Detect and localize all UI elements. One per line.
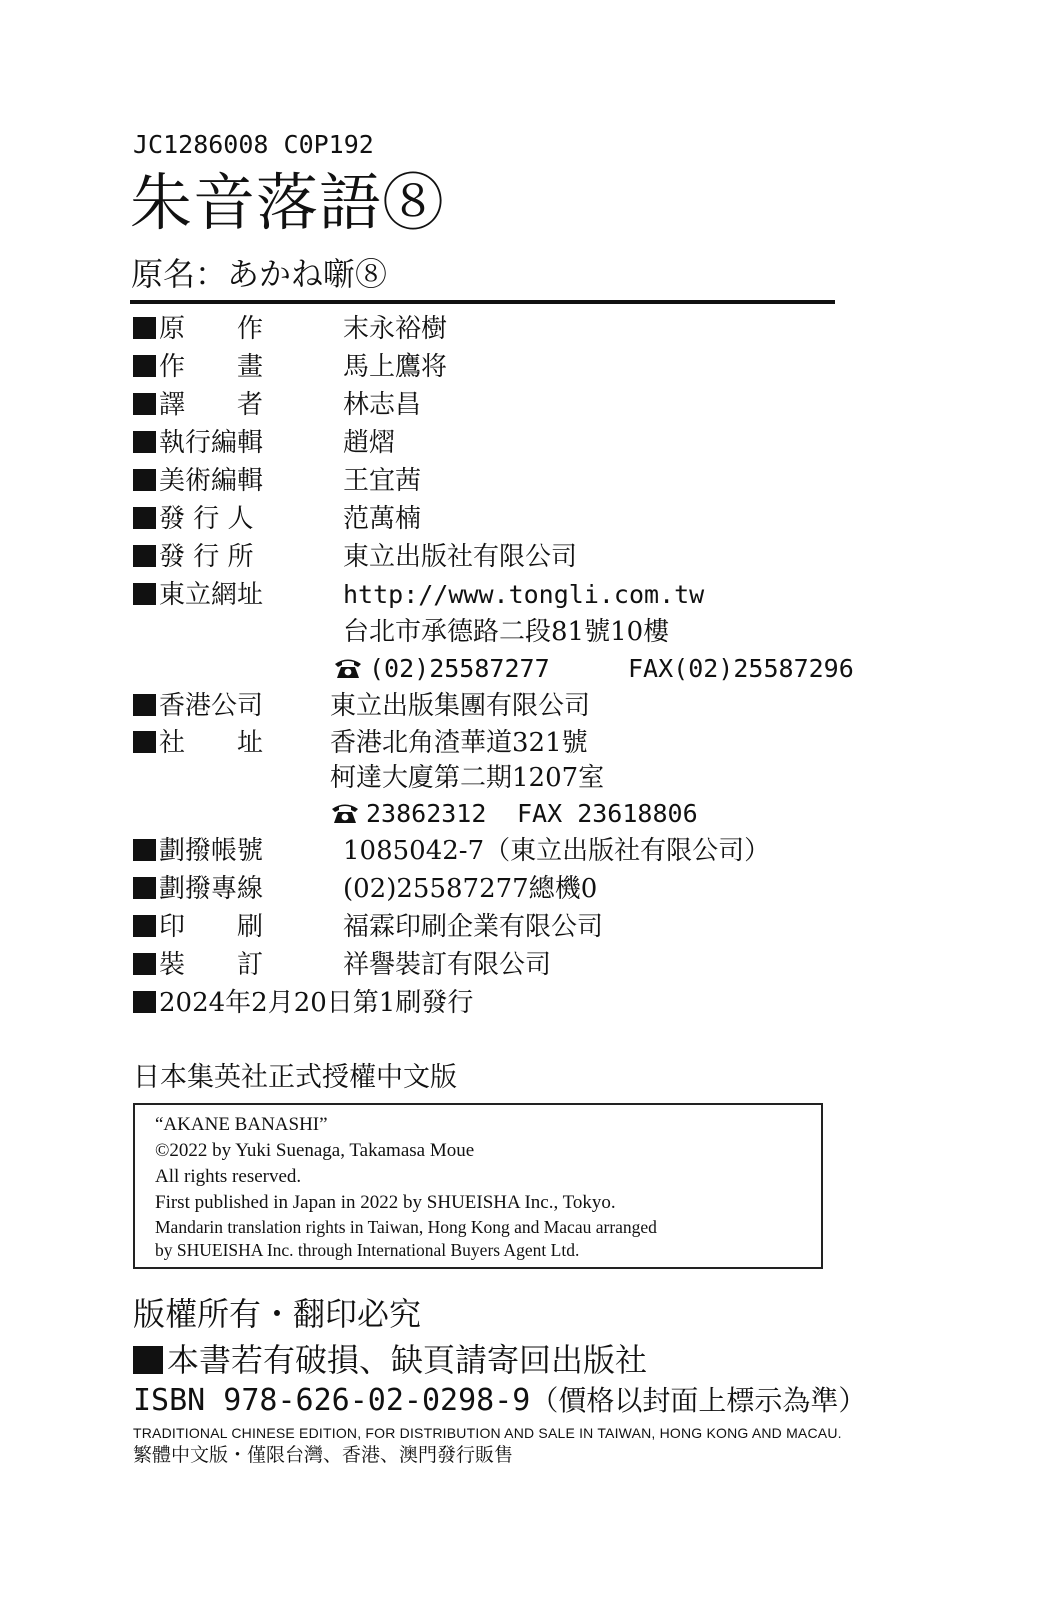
credit-value-publisher-person: 范萬楠	[343, 504, 422, 534]
copyright-box	[133, 1103, 823, 1269]
issue-date: 2024年2月20日第1刷發行	[133, 986, 473, 1020]
hk-phone: 23862312	[366, 799, 487, 828]
book-title: 朱音落語⑧	[130, 166, 446, 239]
payment-label-account: 劃撥帳號	[133, 834, 263, 868]
bullet-square	[133, 839, 156, 861]
copyright-line: First published in Japan in 2022 by SHUEISHA Inc., Tokyo.	[155, 1192, 616, 1213]
edition-notice-zh: 繁體中文版・僅限台灣、香港、澳門發行販售	[133, 1444, 514, 1466]
hk-label-company: 香港公司	[133, 689, 263, 723]
credit-label-publisher-person: 發 行 人	[133, 502, 254, 536]
copyright-line: ©2022 by Yuki Suenaga, Takamasa Moue	[155, 1140, 475, 1161]
copyright-line: Mandarin translation rights in Taiwan, Hong Kong and Macau arranged	[155, 1217, 657, 1237]
hk-value-company: 東立出版集團有限公司	[330, 691, 591, 721]
credit-value-translator: 林志昌	[343, 390, 422, 420]
damage-notice-line	[133, 1338, 647, 1382]
payment-value-binding: 祥譽裝訂有限公司	[343, 950, 552, 980]
payment-value-hotline: (02)25587277總機0	[343, 874, 598, 904]
payment-label-hotline: 劃撥專線	[133, 872, 263, 906]
telephone-icon	[330, 802, 360, 824]
hk-label-address: 社 址	[133, 726, 263, 760]
isbn: ISBN 978-626-02-0298-9	[133, 1383, 531, 1418]
credit-label-website: 東立網址	[133, 578, 263, 612]
bullet-square	[133, 507, 156, 529]
bullet-square	[133, 583, 156, 605]
bullet-square	[133, 469, 156, 491]
original-title: 原名：あかね噺⑧	[131, 255, 388, 293]
payment-label-printing: 印 刷	[133, 910, 263, 944]
license-statement: 日本集英社正式授權中文版	[133, 1062, 457, 1093]
website-link[interactable]: http://www.tongli.com.tw	[343, 580, 705, 609]
bullet-square	[133, 731, 156, 753]
hk-value-address: 香港北角渣華道321號	[330, 728, 588, 758]
price-note: （價格以封面上標示為準）	[530, 1384, 867, 1417]
payment-label-binding: 裝 訂	[133, 948, 263, 982]
telephone-icon	[333, 657, 363, 679]
credit-label-artist: 作 畫	[133, 350, 263, 384]
bullet-square	[133, 877, 156, 899]
damage-notice: 本書若有破損、缺頁請寄回出版社	[167, 1341, 648, 1379]
bullet-square	[133, 991, 156, 1013]
payment-value-account: 1085042-7（東立出版社有限公司）	[343, 836, 771, 866]
credit-value-exec-editor: 趙熠	[343, 428, 396, 458]
publisher-fax: FAX(02)25587296	[628, 654, 854, 683]
copyright-line: “AKANE BANASHI”	[155, 1114, 328, 1135]
credit-value-artist: 馬上鷹将	[343, 352, 448, 382]
header-divider	[130, 300, 835, 304]
edition-notice-en: TRADITIONAL CHINESE EDITION, FOR DISTRIBUTION AND SALE IN TAIWAN, HONG KONG AND MACAU.	[133, 1425, 842, 1441]
credit-value-art-editor: 王宜茜	[343, 466, 422, 496]
bullet-square	[133, 1346, 163, 1374]
credit-label-exec-editor: 執行編輯	[133, 426, 263, 460]
publisher-phone-line	[333, 652, 550, 686]
bullet-square	[133, 431, 156, 453]
bullet-square	[133, 915, 156, 937]
copyright-line: All rights reserved.	[155, 1166, 302, 1187]
copyright-line: by SHUEISHA Inc. through International Buyers Agent Ltd.	[155, 1240, 580, 1260]
catalog-code: JC1286008 C0P192	[133, 130, 374, 159]
rights-reserved: 版權所有・翻印必究	[133, 1295, 422, 1333]
publisher-address: 台北市承德路二段81號10樓	[343, 617, 670, 647]
credit-label-translator: 譯 者	[133, 388, 263, 422]
bullet-square	[133, 545, 156, 567]
bullet-square	[133, 694, 156, 716]
credit-label-author: 原 作	[133, 312, 263, 346]
payment-value-printing: 福霖印刷企業有限公司	[343, 912, 604, 942]
bullet-square	[133, 355, 156, 377]
hk-phone-line	[330, 797, 486, 831]
credit-value-publisher-company: 東立出版社有限公司	[343, 542, 578, 572]
isbn-line	[133, 1381, 866, 1421]
bullet-square	[133, 317, 156, 339]
hk-fax: FAX 23618806	[517, 799, 698, 828]
bullet-square	[133, 953, 156, 975]
credit-value-author: 末永裕樹	[343, 314, 448, 344]
hk-address-2: 柯達大廈第二期1207室	[330, 763, 605, 793]
bullet-square	[133, 393, 156, 415]
publisher-phone: (02)25587277	[369, 654, 550, 683]
credit-label-publisher-company: 發 行 所	[133, 540, 254, 574]
credit-label-art-editor: 美術編輯	[133, 464, 263, 498]
